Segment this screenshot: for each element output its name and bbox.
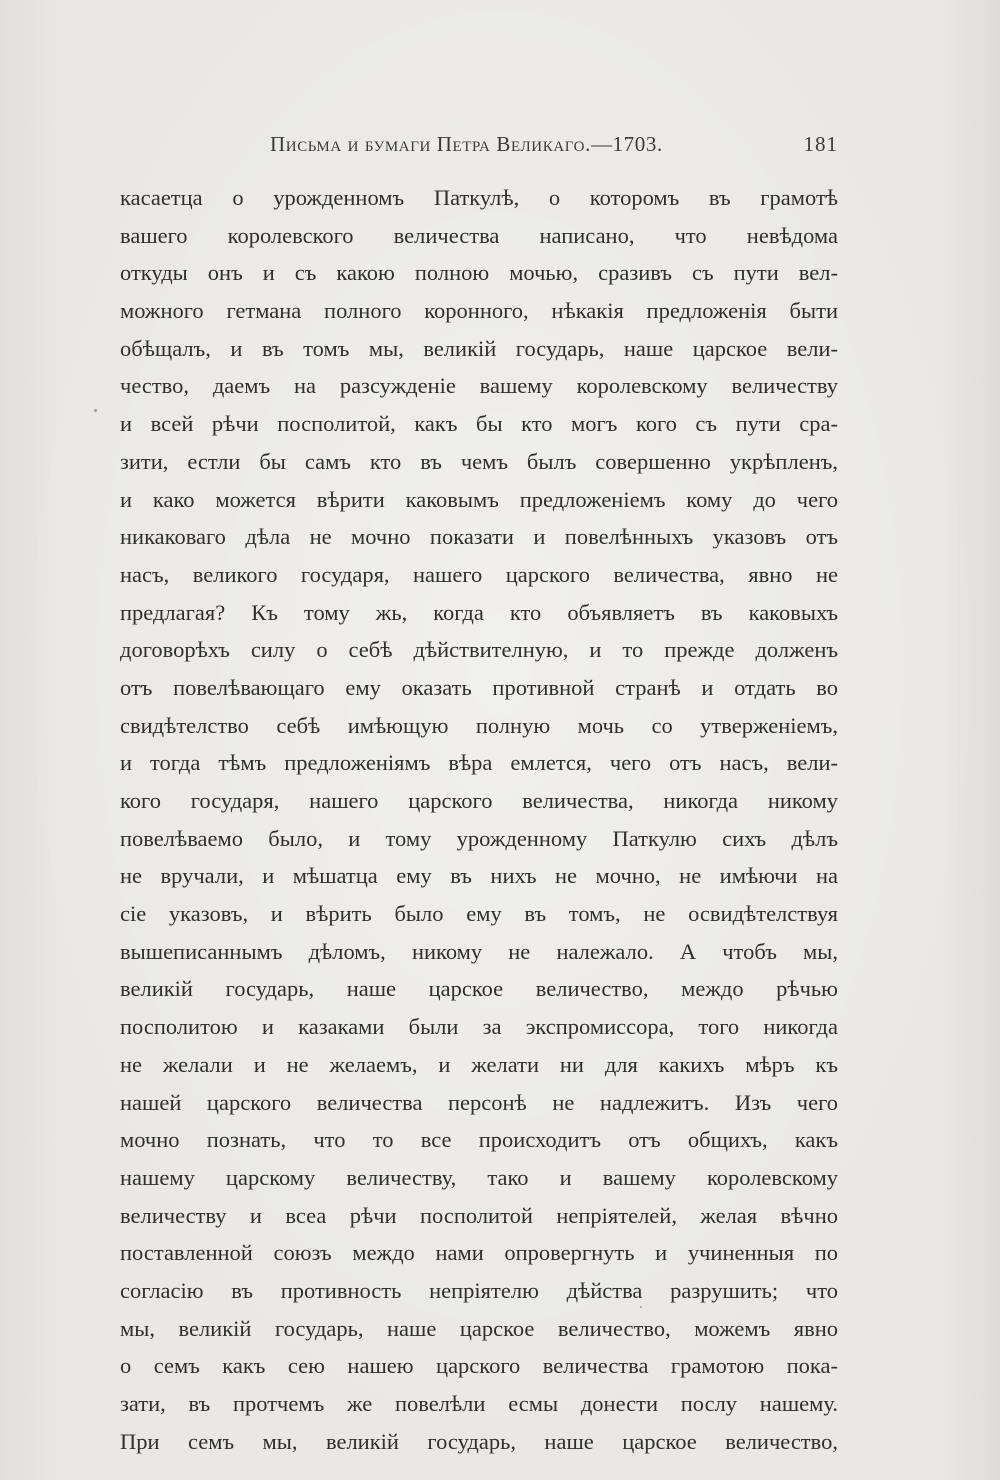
text-line: не желали и не желаемъ, и желати ни для какихъ мѣръ къ — [120, 1051, 838, 1077]
text-line: вышеписаннымъ дѣломъ, никому не належало. А чтобъ мы, — [120, 938, 838, 964]
text-line: о семъ какъ сею нашею царского величества грамотою пока- — [120, 1353, 838, 1379]
text-line: сіе указовъ, и вѣрить было ему въ томъ, не освидѣтелствуя — [120, 901, 838, 927]
text-line: вашего королевского величества написано, что невѣдома — [120, 222, 838, 248]
text-line: согласію въ противность непріятелю дѣйства разрушить; что — [120, 1277, 838, 1303]
text-line: можного гетмана полного коронного, нѣкакія предложенія быти — [120, 298, 838, 324]
text-line: обѣщалъ, и въ томъ мы, великій государь, наше царское вели- — [120, 335, 838, 361]
text-line: посполитою и казаками были за экспромиссора, того никогда — [120, 1014, 838, 1040]
text-line: величеству и всеа рѣчи посполитой непріятелей, желая вѣчно — [120, 1202, 838, 1228]
text-line: и всей рѣчи посполитой, какъ бы кто могъ кого съ пути сра- — [120, 411, 838, 437]
text-line: отъ повелѣвающаго ему оказать противной странѣ и отдать во — [120, 674, 838, 700]
text-line: и тогда тѣмъ предложеніямъ вѣра емлется, чего отъ насъ, вели- — [120, 750, 838, 776]
text-line: никаковаго дѣла не мочно показати и повелѣнныхъ указовъ отъ — [120, 524, 838, 550]
text-line: договорѣхъ силу о себѣ дѣйствителную, и то прежде долженъ — [120, 637, 838, 663]
text-line: свидѣтелство себѣ имѣющую полную мочь со утверженіемъ, — [120, 712, 838, 738]
text-line: великій государь, наше царское величество, междо рѣчью — [120, 976, 838, 1002]
text-line: чество, даемъ на разсужденіе вашему королевскому величеству — [120, 373, 838, 399]
text-line: поставленной союзъ междо нами опровергнуть и учиненныя по — [120, 1240, 838, 1266]
running-header — [120, 132, 838, 162]
text-line: нашей царского величества персонѣ не надлежитъ. Изъ чего — [120, 1089, 838, 1115]
paper-speck — [640, 1306, 642, 1308]
text-line: кого государя, нашего царского величества, никогда никому — [120, 788, 838, 813]
page-number: 181 — [803, 132, 838, 156]
text-line: мочно познать, что то все происходитъ отъ общихъ, какъ — [120, 1127, 838, 1153]
text-line: откуды онъ и съ какою полною мочью, сразивъ съ пути вел- — [120, 260, 838, 286]
text-line: мы, великій государь, наше царское величество, можемъ явно — [120, 1315, 838, 1341]
text-line: касаетца о урожденномъ Паткулѣ, о которомъ въ грамотѣ — [120, 185, 838, 210]
text-line: и како можется вѣрити каковымъ предложеніемъ кому до чего — [120, 486, 838, 512]
paper-speck — [94, 409, 97, 412]
text-line: зати, въ протчемъ же повелѣли есмы донести послу нашему. — [120, 1391, 838, 1416]
text-line: насъ, великого государя, нашего царского величества, явно не — [120, 561, 838, 587]
text-line: зити, естли бы самъ кто въ чемъ былъ совершенно укрѣпленъ, — [120, 448, 838, 474]
text-line: предлагая? Къ тому жь, когда кто объявляетъ въ каковыхъ — [120, 599, 838, 625]
body-text — [120, 179, 838, 1460]
text-line: При семъ мы, великій государь, наше царское величество, — [120, 1428, 838, 1454]
text-line: не вручали, и мѣшатца ему въ нихъ не мочно, не имѣючи на — [120, 863, 838, 889]
text-line: повелѣваемо было, и тому урожденному Паткулю сихъ дѣлъ — [120, 825, 838, 851]
running-title: Письма и бумаги Петра Великаго.—1703. — [270, 132, 663, 156]
text-line: нашему царскому величеству, тако и вашему королевскому — [120, 1164, 838, 1190]
